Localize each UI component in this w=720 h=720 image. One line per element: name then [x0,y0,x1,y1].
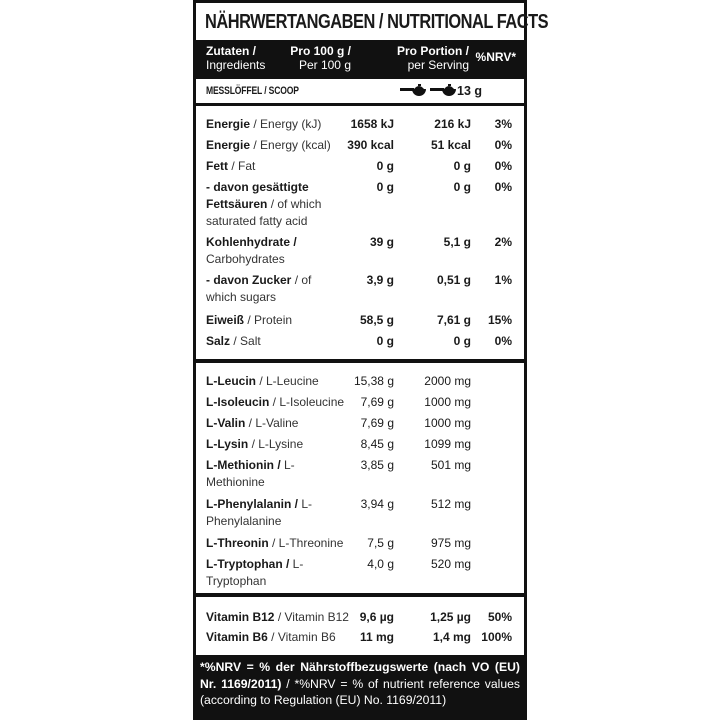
nutrient-name-de: Kohlenhydrate / [206,235,297,249]
amino-per100: 7,5 g [367,536,394,550]
nutrient-per100: 39 g [369,235,394,249]
aminoacids-section [196,363,524,593]
amino-name-de: L-Tryptophan / [206,557,290,571]
nutrition-label [193,0,549,720]
scoop-icons [400,84,458,98]
nutrient-nrv: 15% [487,313,512,327]
nutrient-nrv: 0% [494,180,512,194]
nutrient-nrv: 3% [494,117,512,131]
nutrient-nrv: 1% [494,273,512,287]
label-title [196,3,549,40]
nutrient-name-en: / of which saturated fatty acid [206,197,322,228]
header-ingredients [206,44,265,72]
header-ingredients-en: Ingredients [206,58,266,72]
nutrient-name-en: / Energy (kcal) [250,138,331,152]
amino-serving: 2000 mg [424,374,471,388]
nutrient-nrv: 0% [494,159,512,173]
header-per100 [290,44,351,72]
vitamin-name-en: / Vitamin B6 [267,630,336,644]
amino-name-en: / L-Threonine [268,536,344,550]
amino-name-en: / L-Valine [245,416,299,430]
nutrient-name-de: Energie [206,117,251,131]
nutrient-nrv: 0% [494,138,512,152]
header-nrv: %NRV* [475,50,516,64]
amino-per100: 3,85 g [360,458,394,472]
amino-name-de: L-Phenylalanin / [206,497,299,511]
nutrient-nrv: 0% [494,334,512,348]
footnote [196,659,524,709]
nutrient-serving: 0,51 g [436,273,471,287]
scoop-label: MESSLÖFFEL / SCOOP [206,85,299,97]
scoop-icon [400,84,428,98]
footnote-de: *%NRV = % der Nährstoffbezugswerte (nach VO (EU) Nr. 1169/2011) [200,660,520,691]
amino-name-de: L-Methionin / [206,458,281,472]
vitamin-name-en: / Vitamin B12 [274,610,349,624]
nutrient-name-en: Carbohydrates [206,252,285,266]
amino-name-en: / L-Leucine [256,374,319,388]
nutrient-name-en: / Protein [244,313,293,327]
vitamins-section [196,597,524,655]
vitamin-serving: 1,25 µg [430,610,471,624]
nutrient-name-en: / Fat [228,159,256,173]
amino-name-de: L-Threonin [206,536,269,550]
nutrient-serving: 0 g [453,334,471,348]
amino-name-en: / L-Isoleucine [269,395,345,409]
nutrient-serving: 0 g [453,159,471,173]
amino-name-en: L-Phenylalanine [206,497,313,528]
amino-name-de: L-Lysin [206,437,249,451]
scoop-icon [430,84,458,98]
amino-serving: 1000 mg [424,395,471,409]
nutrients-section [196,106,524,359]
nutrient-name-de: - davon Zucker [206,273,292,287]
vitamin-name-de: Vitamin B12 [206,610,275,624]
amino-name-de: L-Leucin [206,374,256,388]
amino-serving: 1000 mg [424,416,471,430]
nutrient-serving: 216 kJ [434,117,471,131]
nutrient-per100: 1658 kJ [350,117,394,131]
header-per100-en: Per 100 g [298,58,351,72]
nutrient-name-de: Eiweiß [206,313,245,327]
amino-per100: 4,0 g [367,557,394,571]
amino-per100: 7,69 g [360,416,394,430]
nutrient-nrv: 2% [494,235,512,249]
header-serving-en: per Serving [407,58,469,72]
amino-name-en: L-Methionine [206,458,295,489]
column-header [196,40,524,78]
nutrient-per100: 0 g [376,159,394,173]
nutrient-per100: 58,5 g [359,313,394,327]
amino-name-en: / L-Lysine [248,437,304,451]
nutrient-serving: 7,61 g [436,313,471,327]
nutrient-name-de: Salz [206,334,231,348]
vitamin-serving: 1,4 mg [432,630,471,644]
vitamin-nrv: 100% [481,630,512,644]
amino-name-de: L-Valin [206,416,246,430]
amino-serving: 501 mg [430,458,471,472]
nutrient-name-en: / Salt [230,334,261,348]
header-serving [397,44,469,72]
footnote-en: / *%NRV = % of nutrient reference values (according to Regulation (EU) No. 1169/2011) [200,676,521,707]
nutrient-serving: 5,1 g [443,235,471,249]
header-serving-de: Pro Portion / [397,44,469,58]
title-text: NÄHRWERTANGABEN / NUTRITIONAL FACTS [205,9,549,33]
vitamin-per100: 9,6 µg [359,610,394,624]
nutrient-serving: 51 kcal [430,138,471,152]
nutrient-name-de: - davon gesättigte Fettsäuren [206,180,309,211]
amino-per100: 15,38 g [353,374,394,388]
nutrient-per100: 3,9 g [366,273,394,287]
nutrient-per100: 0 g [376,180,394,194]
amino-serving: 520 mg [430,557,471,571]
scoop-row [196,79,524,103]
vitamin-per100: 11 mg [359,630,394,644]
nutrient-per100: 0 g [376,334,394,348]
nutrient-name-de: Energie [206,138,251,152]
header-ingredients-de: Zutaten / [206,44,256,58]
amino-serving: 512 mg [430,497,471,511]
nutrient-name-en: / of which sugars [206,273,312,304]
scoop-value: 13 g [457,84,483,98]
vitamin-nrv: 50% [487,610,512,624]
nutrient-per100: 390 kcal [347,138,394,152]
vitamin-name-de: Vitamin B6 [206,630,268,644]
nutrient-serving: 0 g [453,180,471,194]
amino-per100: 3,94 g [360,497,394,511]
nutrient-name-de: Fett [206,159,228,173]
header-per100-de: Pro 100 g / [290,44,351,58]
amino-per100: 7,69 g [360,395,394,409]
amino-per100: 8,45 g [360,437,394,451]
amino-name-de: L-Isoleucin [206,395,270,409]
amino-name-en: L-Tryptophan [206,557,304,588]
amino-serving: 975 mg [430,536,471,550]
amino-serving: 1099 mg [424,437,471,451]
nutrient-name-en: / Energy (kJ) [250,117,322,131]
